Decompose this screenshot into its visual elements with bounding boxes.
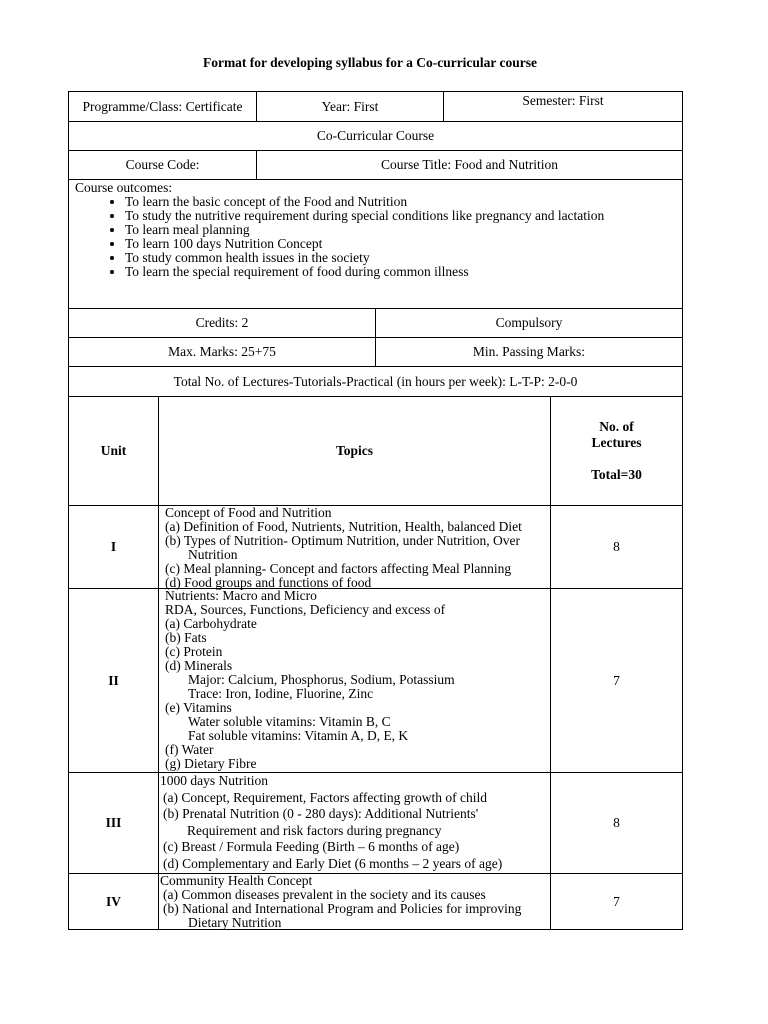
compulsory-text: Compulsory — [495, 315, 563, 330]
lectures-summary-cell — [68, 366, 683, 397]
topic-line: Water soluble vitamins: Vitamin B, C — [188, 714, 391, 729]
year-text: Year: First — [321, 98, 379, 114]
course-outcomes-cell — [68, 179, 683, 309]
unit-number: IV — [105, 893, 121, 909]
course-type-text: Co-Curricular Course — [316, 128, 435, 143]
semester-cell — [443, 91, 683, 122]
topic-line: Dietary Nutrition — [188, 915, 282, 930]
credits-cell — [68, 308, 376, 338]
lectures-count: 7 — [613, 893, 620, 909]
course-type-cell — [68, 121, 683, 151]
programme-cell — [68, 91, 257, 122]
topic-line: Requirement and risk factors during pregnancy — [187, 822, 442, 838]
lectures-cell — [550, 588, 683, 773]
programme-text: Programme/Class: Certificate — [82, 98, 243, 114]
lectures-cell — [550, 505, 683, 589]
course-title-text: Course Title: Food and Nutrition — [380, 157, 559, 172]
unit-cell — [68, 588, 159, 773]
course-code-text: Course Code: — [125, 157, 200, 172]
unit-header-text: Unit — [100, 443, 127, 458]
topic-line: Fat soluble vitamins: Vitamin A, D, E, K — [188, 728, 409, 743]
course-outcomes-list — [75, 195, 682, 279]
lectures-count: 8 — [613, 539, 620, 554]
outcome-item: • To learn 100 days Nutrition Concept — [125, 237, 682, 251]
topic-line: (f) Water — [165, 742, 214, 757]
topic-line: (d) Food groups and functions of food — [165, 575, 372, 590]
lectures-count: 7 — [613, 672, 620, 688]
topics-cell — [158, 873, 551, 930]
outcome-item: • To learn meal planning — [125, 223, 682, 237]
topic-line: (g) Dietary Fibre — [165, 756, 257, 771]
topic-line: Trace: Iron, Iodine, Fluorine, Zinc — [188, 686, 374, 701]
topic-line: (a) Common diseases prevalent in the society and its causes — [163, 887, 486, 902]
unit-cell — [68, 873, 159, 930]
credits-text: Credits: 2 — [195, 315, 249, 330]
topic-line: (c) Breast / Formula Feeding (Birth – 6 months of age) — [163, 839, 460, 854]
topic-line: (b) Prenatal Nutrition (0 - 280 days): Additional Nutrients' — [163, 806, 479, 821]
min-marks-text: Min. Passing Marks: — [472, 344, 586, 359]
topics-header-text: Topics — [335, 443, 374, 458]
lectures-header-cell — [550, 396, 683, 506]
topic-line: Community Health Concept — [160, 873, 313, 888]
topic-line: (c) Protein — [165, 644, 223, 659]
topics-cell — [158, 772, 551, 874]
min-marks-cell — [375, 337, 683, 367]
unit-number: III — [105, 815, 122, 830]
topic-line: (d) Minerals — [165, 658, 233, 673]
topic-line: (e) Vitamins — [165, 700, 232, 715]
year-cell — [256, 91, 444, 122]
unit-number: I — [110, 539, 117, 554]
lectures-total: Total=30 — [591, 467, 642, 482]
unit-cell — [68, 505, 159, 589]
unit-header-cell — [68, 396, 159, 506]
topic-line: (a) Definition of Food, Nutrients, Nutrition, Health, balanced Diet — [165, 519, 522, 534]
topic-line: (d) Complementary and Early Diet (6 months – 2 years of age) — [163, 855, 503, 871]
lectures-summary-text: Total No. of Lectures-Tutorials-Practical (in hours per week): L-T-P: 2-0-0 — [173, 373, 578, 389]
topic-line: Concept of Food and Nutrition — [165, 505, 332, 520]
outcome-item: • To learn the basic concept of the Food and Nutrition — [125, 195, 682, 209]
topic-line: 1000 days Nutrition — [160, 773, 268, 788]
topic-line: (a) Carbohydrate — [165, 616, 257, 631]
document-title: Format for developing syllabus for a Co-curricular course — [202, 55, 538, 70]
course-code-cell — [68, 150, 257, 180]
lectures-cell — [550, 873, 683, 930]
outcome-item: • To study common health issues in the society — [125, 251, 682, 265]
semester-text: Semester: First — [522, 93, 604, 108]
topic-line: (c) Meal planning- Concept and factors affecting Meal Planning — [165, 561, 512, 576]
lectures-count: 8 — [613, 815, 620, 830]
topics-header-cell — [158, 396, 551, 506]
topic-line: RDA, Sources, Functions, Deficiency and excess of — [165, 602, 446, 617]
unit-number: II — [108, 672, 119, 688]
course-outcomes-heading: Course outcomes: — [75, 180, 173, 195]
topic-line: Nutrition — [188, 547, 238, 562]
max-marks-text: Max. Marks: 25+75 — [168, 344, 276, 359]
topic-line: (a) Concept, Requirement, Factors affecting growth of child — [163, 789, 488, 805]
topic-line: (b) National and International Program and Policies for improving — [163, 901, 522, 916]
topic-line: (b) Types of Nutrition- Optimum Nutrition, under Nutrition, Over — [165, 533, 521, 548]
topic-line: Major: Calcium, Phosphorus, Sodium, Potassium — [188, 672, 455, 687]
max-marks-cell — [68, 337, 376, 367]
topic-line: Nutrients: Macro and Micro — [165, 588, 317, 603]
lectures-header-line2: Lectures — [591, 435, 642, 450]
lectures-cell — [550, 772, 683, 874]
topic-line: (b) Fats — [165, 630, 207, 645]
compulsory-cell — [375, 308, 683, 338]
outcome-item: • To study the nutritive requirement during special conditions like pregnancy and lactation — [125, 209, 682, 223]
course-title-cell — [256, 150, 683, 180]
lectures-header-line1: No. of — [599, 419, 634, 434]
topics-cell — [158, 588, 551, 773]
outcome-item: • To learn the special requirement of food during common illness — [125, 265, 682, 279]
topics-cell — [158, 505, 551, 589]
unit-cell — [68, 772, 159, 874]
